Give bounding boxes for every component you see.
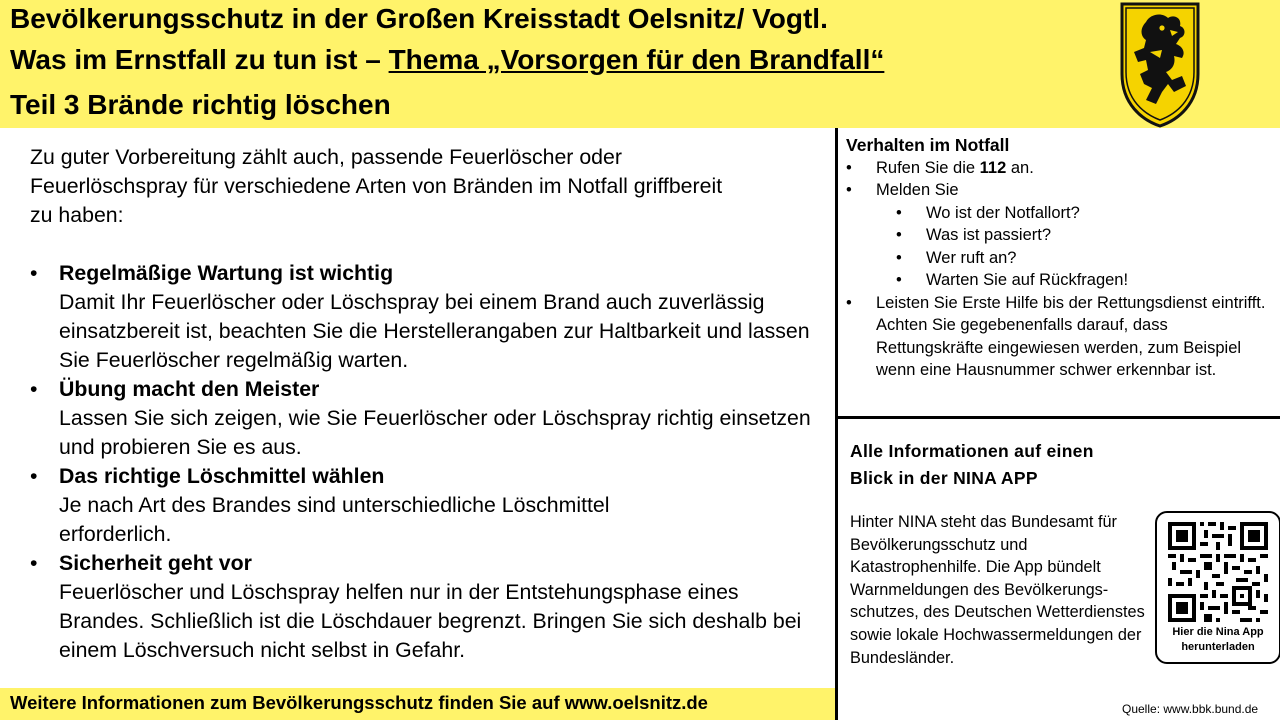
bullet-icon: •	[846, 181, 852, 199]
emergency-list	[846, 157, 1272, 382]
list-item	[846, 292, 1272, 382]
nina-title-line2: Blick in der NINA APP	[850, 468, 1038, 488]
list-item	[30, 259, 820, 375]
bullet-icon: •	[896, 271, 902, 289]
list-item	[846, 157, 1272, 180]
header-part-title: Teil 3 Brände richtig löschen	[10, 89, 391, 120]
list-item	[30, 549, 820, 665]
nina-description: Hinter NINA steht das Bundesamt für Bevölkerungsschutz und Katastrophenhilfe. Die App bündelt Warnmeldungen des Bevölkerungs-schutzes, des Deutschen Wetterdienstes sowie lokale Hochwassermeldungen der Bundesländer.	[850, 513, 1145, 667]
horizontal-divider	[838, 416, 1280, 419]
bullet-icon: •	[30, 464, 38, 488]
list-item	[30, 462, 820, 549]
tip-title: Sicherheit geht vor	[59, 551, 252, 575]
emergency-number: 112	[979, 158, 1007, 177]
questions-list	[896, 202, 1272, 292]
nina-app-section	[850, 438, 1150, 492]
tip-text: Lassen Sie sich zeigen, wie Sie Feuerlöscher oder Löschspray richtig einsetzen und probieren Sie es aus.	[59, 406, 811, 459]
source-note: Quelle: www.bbk.bund.de	[1122, 702, 1259, 716]
bullet-icon: •	[896, 248, 902, 267]
header-subtitle-prefix: Was im Ernstfall zu tun ist –	[10, 44, 389, 75]
tip-title: Regelmäßige Wartung ist wichtig	[59, 261, 394, 285]
footer-banner	[0, 688, 835, 720]
list-item	[896, 247, 1272, 270]
header-title: Bevölkerungsschutz in der Großen Kreisstadt Oelsnitz/ Vogtl.	[10, 3, 828, 34]
bullet-icon: •	[846, 158, 852, 177]
list-item	[846, 179, 1272, 292]
emergency-panel	[846, 134, 1272, 382]
first-aid-text: Leisten Sie Erste Hilfe bis der Rettungsdienst eintrifft. Achten Sie gegebenenfalls darauf, dass Rettungskräfte eingewiesen werden, zum Beispiel wenn eine Hausnummer schwer erkennbar ist.	[876, 293, 1266, 379]
main-content	[30, 143, 820, 662]
emergency-title: Verhalten im Notfall	[846, 135, 1010, 155]
list-item	[896, 269, 1272, 292]
tip-text: Je nach Art des Brandes sind unterschiedliche Löschmittel erforderlich.	[59, 493, 610, 546]
footer-info-text: Weitere Informationen zum Bevölkerungsschutz finden Sie auf www.oelsnitz.de	[10, 692, 708, 713]
tips-list	[30, 259, 820, 665]
bullet-icon: •	[846, 293, 852, 312]
tip-text: Damit Ihr Feuerlöscher oder Löschspray bei einem Brand auch zuverlässig einsatzbereit ist, beachten Sie die Herstellerangaben zur Haltbarkeit und lassen Sie Feuerlöscher regelmäßig warten.	[59, 290, 810, 372]
question-text: Wo ist der Notfallort?	[926, 203, 1080, 222]
call-suffix: an.	[1006, 158, 1034, 177]
qr-caption-line1: Hier die Nina App	[1172, 626, 1264, 638]
list-item	[896, 224, 1272, 247]
vertical-divider	[835, 128, 838, 720]
call-prefix: Rufen Sie die	[876, 158, 980, 177]
question-text: Wer ruft an?	[926, 248, 1017, 267]
bullet-icon: •	[30, 377, 38, 401]
header-subtitle	[10, 44, 884, 76]
qr-caption	[1157, 625, 1279, 655]
bullet-icon: •	[30, 551, 38, 575]
bullet-icon: •	[896, 203, 902, 222]
report-label: Melden Sie	[876, 181, 959, 199]
qr-caption-line2: herunterladen	[1181, 641, 1255, 653]
header-banner	[0, 0, 1280, 128]
tip-title: Übung macht den Meister	[59, 377, 320, 401]
coat-of-arms-lion-icon	[1116, 0, 1204, 128]
question-text: Warten Sie auf Rückfragen!	[926, 271, 1129, 289]
qr-download-box[interactable]	[1155, 511, 1280, 664]
bullet-icon: •	[896, 226, 902, 244]
nina-title-line1: Alle Informationen auf einen	[850, 441, 1094, 461]
tip-title: Das richtige Löschmittel wählen	[59, 464, 385, 488]
list-item	[30, 375, 820, 462]
tip-text: Feuerlöscher und Löschspray helfen nur in der Entstehungsphase eines Brandes. Schließlich ist die Löschdauer begrenzt. Bringen Sie sich deshalb bei einem Löschversuch nicht selbst in Gefahr.	[59, 580, 802, 662]
intro-paragraph: Zu guter Vorbereitung zählt auch, passende Feuerlöscher oder Feuerlöschspray für verschiedene Arten von Bränden im Notfall griffbereit zu haben:	[30, 145, 723, 227]
qr-code-icon[interactable]	[1168, 522, 1268, 622]
question-text: Was ist passiert?	[926, 226, 1052, 244]
bullet-icon: •	[30, 261, 38, 285]
list-item	[896, 202, 1272, 225]
header-topic: Thema „Vorsorgen für den Brandfall“	[388, 44, 885, 75]
